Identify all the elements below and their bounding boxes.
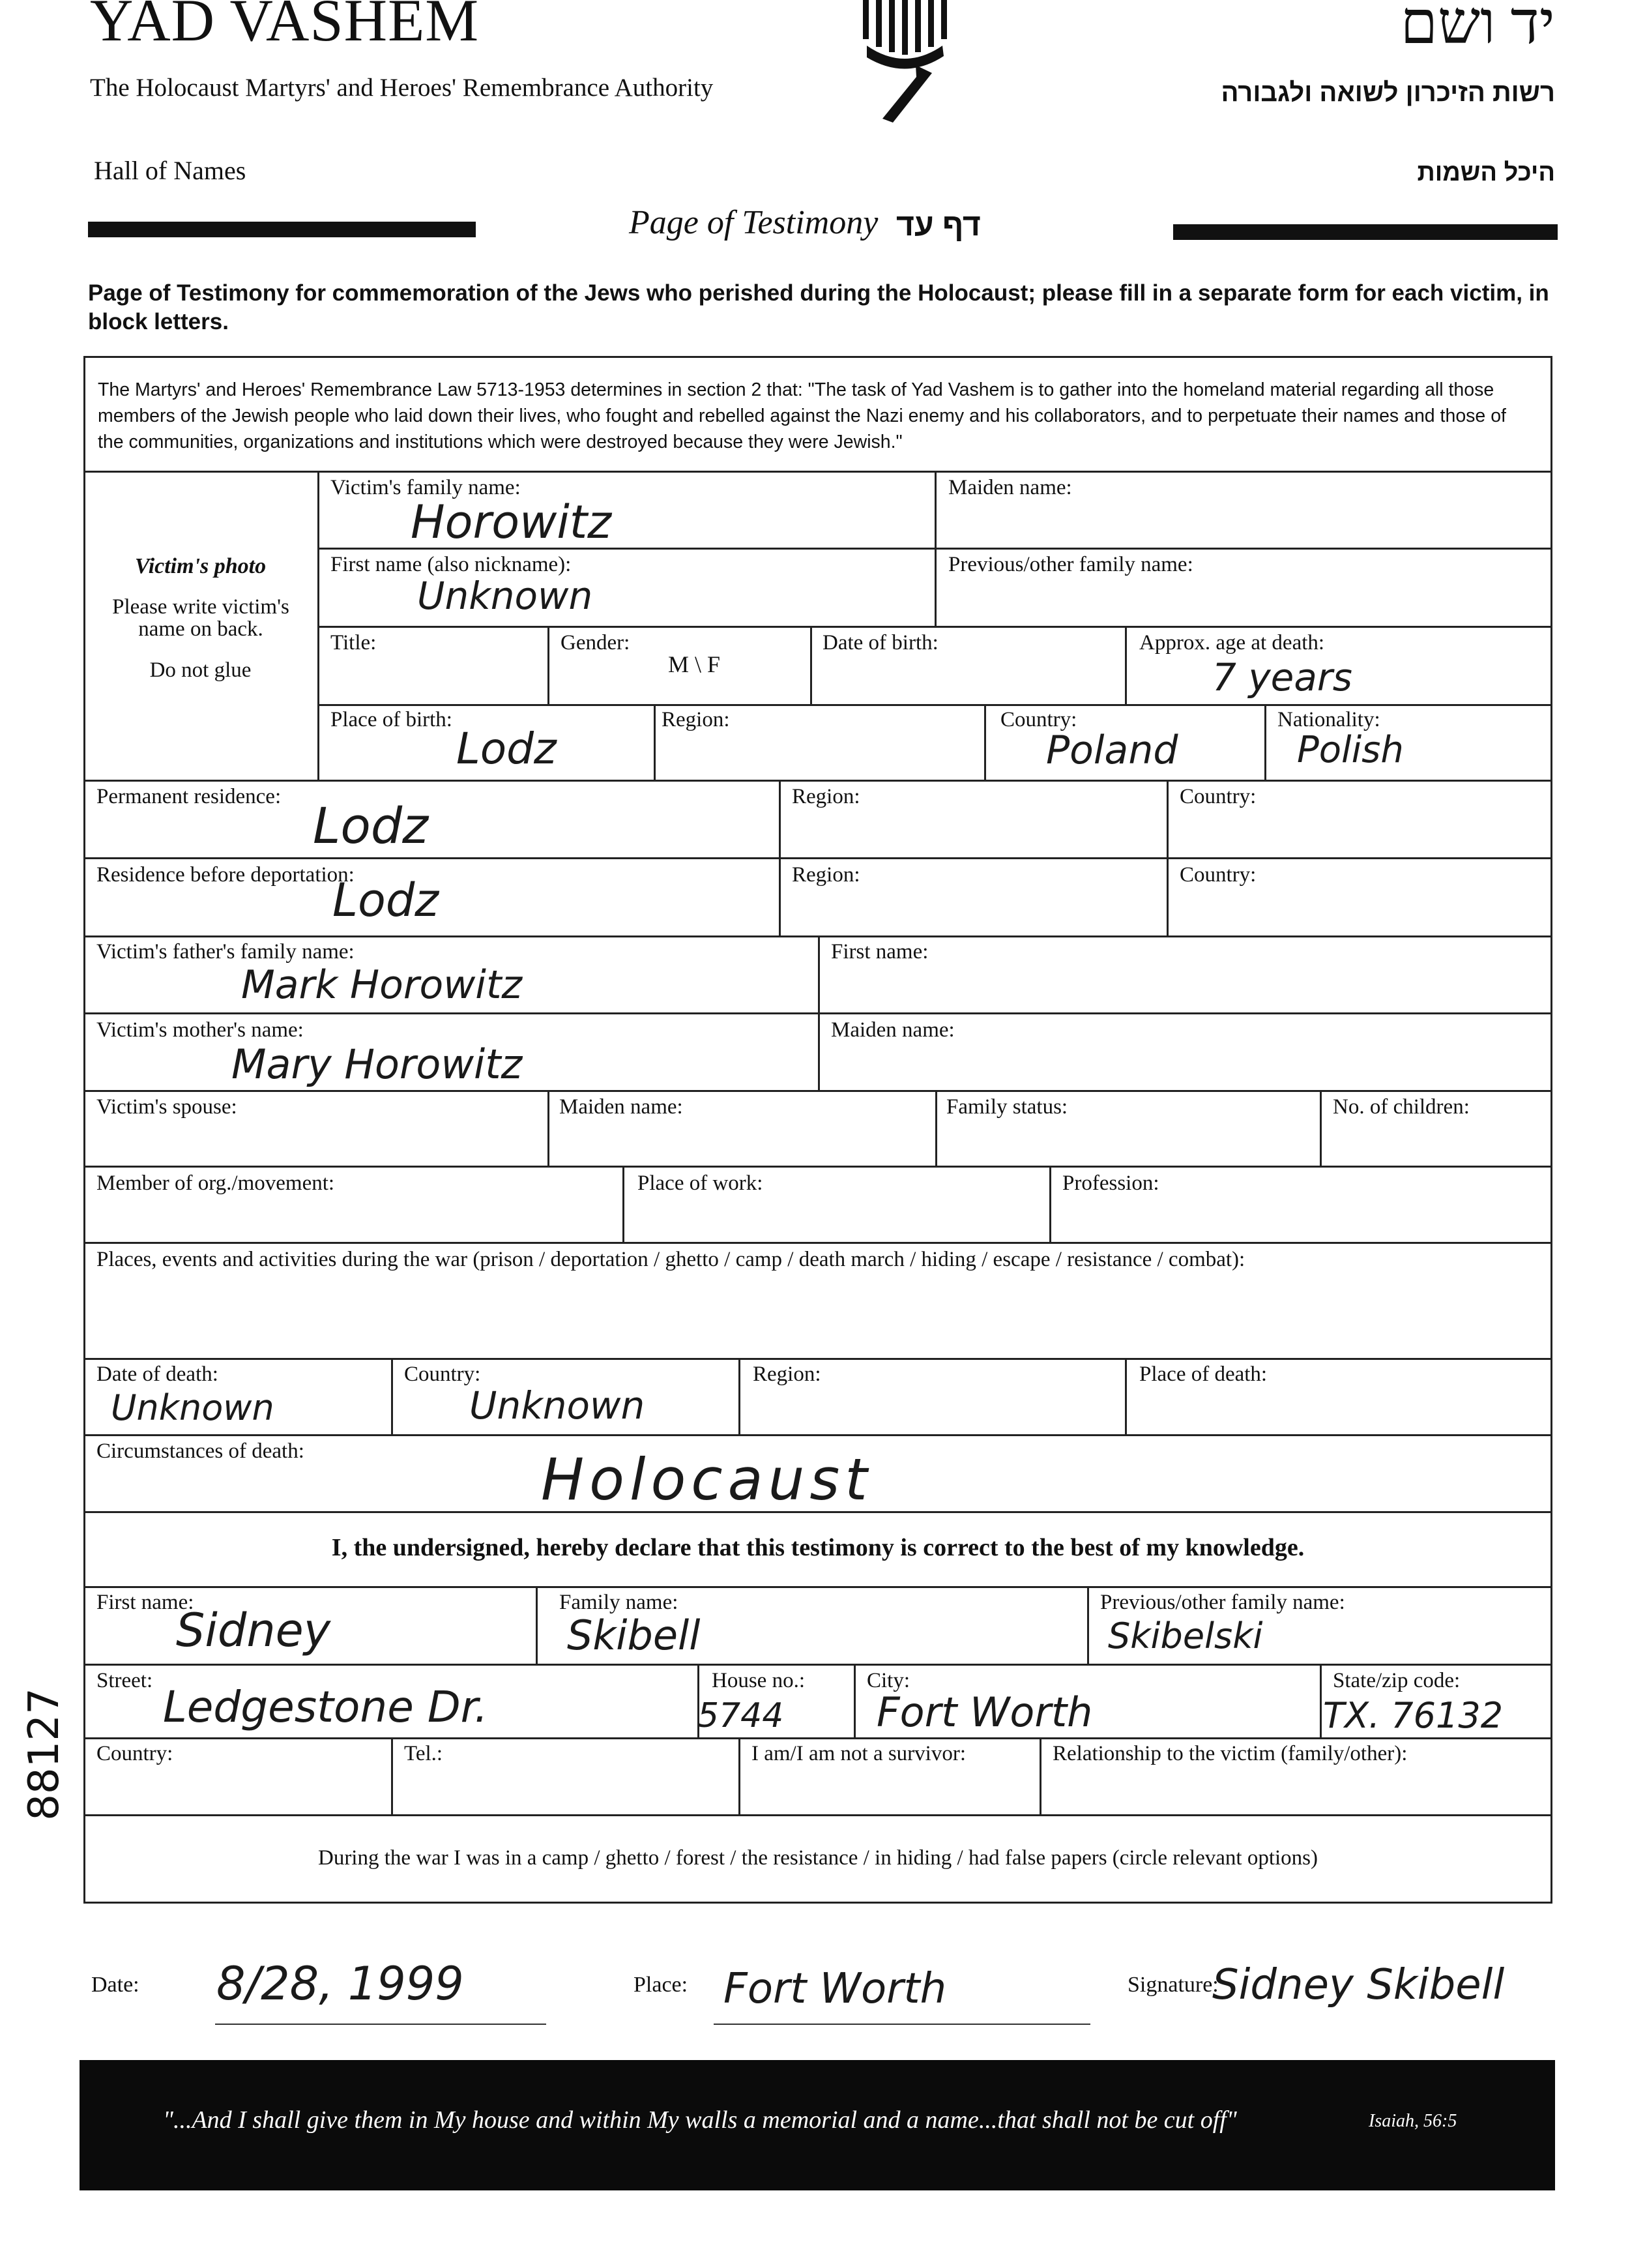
- permanent-country-label: Country:: [1180, 785, 1257, 808]
- children-label: No. of children:: [1333, 1095, 1470, 1119]
- date-of-death-value[interactable]: Unknown: [111, 1387, 274, 1428]
- first-name-value[interactable]: Unknown: [417, 574, 593, 618]
- footer-citation: Isaiah, 56:5: [1369, 2111, 1457, 2131]
- submitter-family-name-value[interactable]: Skibell: [567, 1612, 701, 1659]
- title-bar-left: [88, 222, 476, 237]
- footer-quote: "...And I shall give them in My house and within My walls a memorial and a name...that shall not be cut off": [163, 2106, 1237, 2134]
- hall-of-names-en: Hall of Names: [94, 156, 246, 185]
- photo-note-glue: Do not glue: [149, 658, 252, 682]
- circumstances-value[interactable]: Holocaust: [541, 1446, 873, 1513]
- street-value[interactable]: Ledgestone Dr.: [163, 1682, 488, 1732]
- place-value[interactable]: Fort Worth: [723, 1965, 947, 2013]
- age-at-death-label: Approx. age at death:: [1139, 631, 1325, 655]
- state-zip-value[interactable]: TX. 76132: [1323, 1695, 1504, 1736]
- father-first-name-label: First name:: [831, 940, 929, 964]
- authority-he: רשות הזיכרון לשואה ולגבורה: [1221, 78, 1555, 107]
- side-number: 88127: [20, 1688, 68, 1821]
- state-zip-label: State/zip code:: [1333, 1669, 1461, 1692]
- birth-country-label: Country:: [1000, 708, 1077, 731]
- spouse-label: Victim's spouse:: [96, 1095, 237, 1119]
- residence-before-country-label: Country:: [1180, 863, 1257, 887]
- yad-vashem-logo: [854, 0, 952, 130]
- places-events-label: Places, events and activities during the war (prison / deportation / ghetto / camp / death march / hiding / escape / resistance / combat):: [96, 1248, 1245, 1271]
- mother-maiden-name-label: Maiden name:: [831, 1018, 955, 1042]
- death-region-label: Region:: [753, 1362, 821, 1386]
- signature-value[interactable]: Sidney Skibell: [1212, 1961, 1505, 2009]
- date-value[interactable]: 8/28, 1999: [216, 1957, 464, 2010]
- form-frame: [83, 356, 1552, 1904]
- maiden-name-label: Maiden name:: [948, 476, 1072, 499]
- place-of-birth-value[interactable]: Lodz: [456, 724, 557, 774]
- place-of-birth-label: Place of birth:: [330, 708, 452, 731]
- city-label: City:: [867, 1669, 910, 1692]
- tel-label: Tel.:: [404, 1742, 443, 1765]
- birth-country-value[interactable]: Poland: [1046, 728, 1178, 773]
- place-of-work-label: Place of work:: [637, 1171, 763, 1195]
- law-text: The Martyrs' and Heroes' Remembrance Law 5713-1953 determines in section 2 that: "The task of Yad Vashem is to gather into the homeland material regarding all those members of the Jewish people who laid down their lives, who fought and rebelled against the Nazi enemy and his collaborators, and to perpetuate their names and those of the communities, organizations and institutions which were destroyed because they were Jewish.": [98, 379, 1506, 452]
- residence-before-label: Residence before deportation:: [96, 863, 355, 887]
- submitter-first-name-value[interactable]: Sidney: [176, 1604, 331, 1657]
- family-name-label: Victim's family name:: [330, 476, 521, 499]
- submitter-family-name-label: Family name:: [559, 1591, 678, 1614]
- declaration-text: I, the undersigned, hereby declare that this testimony is correct to the best of my knowledge.: [331, 1534, 1305, 1561]
- city-value[interactable]: Fort Worth: [877, 1688, 1093, 1736]
- hall-of-names-he: היכל השמות: [1417, 159, 1555, 186]
- age-at-death-value[interactable]: 7 years: [1212, 655, 1352, 700]
- mother-name-value[interactable]: Mary Horowitz: [231, 1040, 523, 1088]
- residence-before-region-label: Region:: [792, 863, 860, 887]
- org-name-he: יד ושם: [1400, 0, 1555, 56]
- family-status-label: Family status:: [946, 1095, 1068, 1119]
- death-country-label: Country:: [404, 1362, 481, 1386]
- death-country-value[interactable]: Unknown: [469, 1383, 645, 1428]
- submitter-prev-family-label: Previous/other family name:: [1100, 1591, 1345, 1614]
- photo-note: Please write victim's name on back.: [112, 595, 289, 641]
- street-label: Street:: [96, 1669, 153, 1692]
- family-name-value[interactable]: Horowitz: [411, 495, 611, 549]
- intro-text: Page of Testimony for commemoration of the Jews who perished during the Holocaust; please fill in a separate form for each victim, in block letters.: [88, 280, 1549, 334]
- gender-options[interactable]: M \ F: [668, 651, 721, 677]
- relationship-label: Relationship to the victim (family/other):: [1053, 1742, 1408, 1765]
- nationality-value[interactable]: Polish: [1297, 729, 1404, 771]
- submitter-prev-family-value[interactable]: Skibelski: [1108, 1615, 1263, 1657]
- place-label: Place:: [633, 1973, 688, 1997]
- org-name-en: YAD VASHEM: [90, 0, 480, 53]
- birth-region-label: Region:: [662, 708, 730, 731]
- submitter-country-label: Country:: [96, 1742, 173, 1765]
- title-label: Title:: [330, 631, 377, 655]
- permanent-region-label: Region:: [792, 785, 860, 808]
- member-org-label: Member of org./movement:: [96, 1171, 335, 1195]
- form-title-he: דף עד: [896, 208, 981, 243]
- photo-title: Victim's photo: [134, 554, 267, 578]
- father-name-value[interactable]: Mark Horowitz: [241, 962, 522, 1008]
- permanent-residence-value[interactable]: Lodz: [313, 797, 428, 855]
- date-label: Date:: [91, 1973, 139, 1997]
- father-family-name-label: Victim's father's family name:: [96, 940, 355, 964]
- house-no-label: House no.:: [712, 1669, 805, 1692]
- nationality-label: Nationality:: [1277, 708, 1380, 731]
- spouse-maiden-name-label: Maiden name:: [559, 1095, 683, 1119]
- form-title-en: Page of Testimony: [629, 204, 879, 241]
- previous-family-name-label: Previous/other family name:: [948, 553, 1193, 576]
- during-war-text: During the war I was in a camp / ghetto / forest / the resistance / in hiding / had false papers (circle relevant options): [317, 1846, 1318, 1870]
- profession-label: Profession:: [1062, 1171, 1159, 1195]
- place-of-death-label: Place of death:: [1139, 1362, 1268, 1386]
- circumstances-label: Circumstances of death:: [96, 1439, 304, 1463]
- permanent-residence-label: Permanent residence:: [96, 785, 282, 808]
- title-bar-right: [1173, 224, 1558, 240]
- residence-before-value[interactable]: Lodz: [332, 874, 439, 927]
- first-name-label: First name (also nickname):: [330, 553, 572, 576]
- mother-name-label: Victim's mother's name:: [96, 1018, 304, 1042]
- authority-en: The Holocaust Martyrs' and Heroes' Remembrance Authority: [90, 74, 714, 102]
- survivor-label: I am/I am not a survivor:: [751, 1742, 967, 1765]
- submitter-first-name-label: First name:: [96, 1591, 194, 1614]
- signature-label: Signature:: [1128, 1973, 1219, 1997]
- gender-label: Gender:: [560, 631, 630, 655]
- date-of-death-label: Date of death:: [96, 1362, 218, 1386]
- house-no-value[interactable]: 5744: [697, 1696, 784, 1735]
- date-of-birth-label: Date of birth:: [822, 631, 939, 655]
